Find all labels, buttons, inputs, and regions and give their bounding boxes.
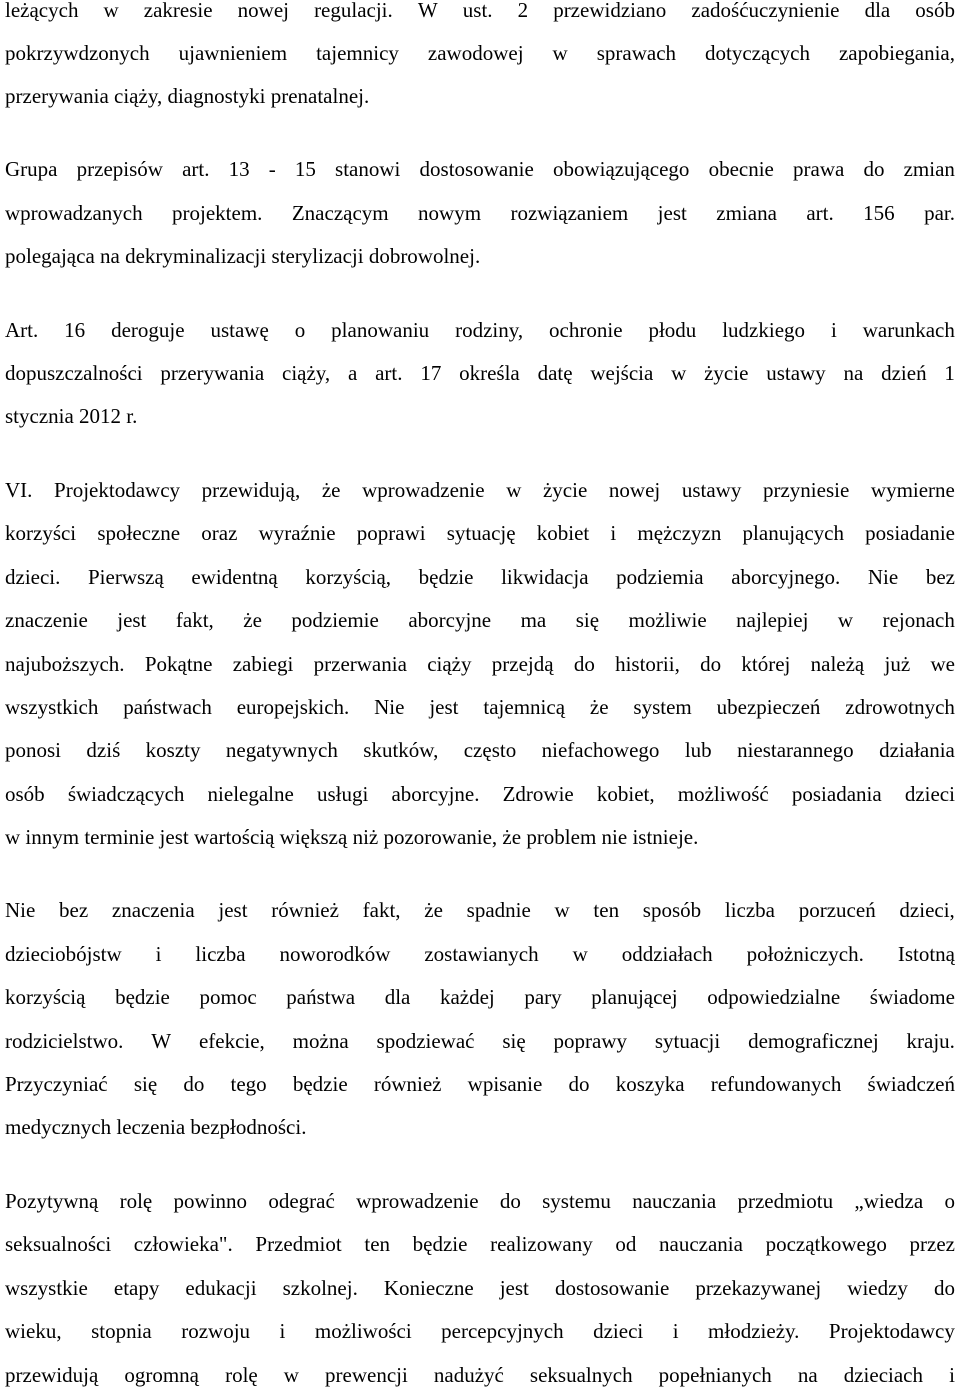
word: kobiet, <box>596 782 655 806</box>
word: w <box>506 478 522 502</box>
word: a <box>347 361 358 385</box>
word: o <box>944 1189 955 1213</box>
word: popełnianych <box>658 1363 772 1387</box>
word: w <box>103 0 119 22</box>
word: prawa <box>793 157 845 181</box>
word: na <box>843 361 864 385</box>
word: likwidacja <box>501 565 589 589</box>
word: poprawy <box>553 1029 628 1053</box>
text-line <box>5 896 955 924</box>
word: zadośćuczynienie <box>691 0 840 22</box>
word: nauczania <box>659 1232 743 1256</box>
word: zmiana <box>716 201 777 225</box>
word: podziemia <box>616 565 704 589</box>
word: przedmiotu <box>737 1189 834 1213</box>
word: w <box>552 41 568 65</box>
word: 15 <box>294 157 316 181</box>
word: demograficznej <box>748 1029 879 1053</box>
word: wieku, <box>5 1319 62 1343</box>
word: do <box>573 652 595 676</box>
word: do <box>863 157 885 181</box>
word: par. <box>924 201 955 225</box>
word: przepisów <box>76 157 163 181</box>
word: przewidują <box>5 1363 99 1387</box>
word: skutków, <box>363 738 439 762</box>
word: regulacji. <box>314 0 393 22</box>
word: nowej <box>237 0 289 22</box>
word: często <box>463 738 517 762</box>
word: się <box>575 608 600 632</box>
word: że <box>243 608 262 632</box>
word: ten <box>593 898 620 922</box>
word: Grupa <box>5 157 58 181</box>
word: rodzicielstwo. <box>5 1029 124 1053</box>
word: warunkach <box>862 318 955 342</box>
word: pary <box>524 985 562 1009</box>
word: planującej <box>591 985 678 1009</box>
word: wszystkie <box>5 1276 88 1300</box>
text-line <box>5 199 955 227</box>
word: najuboższych. <box>5 652 125 676</box>
word: fakt, <box>175 608 214 632</box>
word: w <box>283 1363 299 1387</box>
word: liczba <box>724 898 776 922</box>
word: sytuację <box>446 521 516 545</box>
word: w <box>671 361 687 385</box>
word: ujawnieniem <box>178 41 288 65</box>
word: niestarannego <box>737 738 854 762</box>
word: osób <box>915 0 955 22</box>
word: społeczne <box>97 521 181 545</box>
word: W <box>417 0 438 22</box>
word: sposób <box>642 898 702 922</box>
word: posiadanie <box>865 521 955 545</box>
word: wprowadzenie <box>356 1189 479 1213</box>
word: VI. <box>5 478 33 502</box>
word: jest <box>117 608 147 632</box>
word: nielegalne <box>207 782 294 806</box>
word: będzie <box>292 1072 348 1096</box>
word: do <box>568 1072 590 1096</box>
word: Art. <box>5 318 39 342</box>
word: art. <box>375 361 403 385</box>
word: Zdrowie <box>502 782 574 806</box>
word: że <box>589 695 609 719</box>
word: Projektodawcy <box>828 1319 955 1343</box>
word: można <box>292 1029 349 1053</box>
word: określa <box>459 361 520 385</box>
word: świadczeń <box>867 1072 955 1096</box>
word: dzieci <box>593 1319 644 1343</box>
text-line <box>5 1187 955 1215</box>
word: ewidentną <box>191 565 278 589</box>
word: w <box>837 608 854 632</box>
word: również <box>271 898 339 922</box>
word: działania <box>879 738 955 762</box>
word: dla <box>384 985 411 1009</box>
word: planowaniu <box>331 318 430 342</box>
word: spodziewać <box>376 1029 475 1053</box>
word: aborcyjne <box>408 608 492 632</box>
text-line: w innym terminie jest wartością większą niż pozorowanie, że problem nie istnieje. <box>5 825 699 849</box>
word: seksualności <box>5 1232 112 1256</box>
text-line <box>5 736 955 764</box>
word: art. <box>806 201 834 225</box>
word: młodzieży. <box>708 1319 800 1343</box>
word: bez <box>59 898 89 922</box>
text-line: stycznia 2012 r. <box>5 404 138 428</box>
word: kobiet <box>536 521 590 545</box>
word: będzie <box>418 565 474 589</box>
word: Przedmiot <box>255 1232 342 1256</box>
word: refundowanych <box>710 1072 842 1096</box>
word: lub <box>684 738 712 762</box>
word: kraju. <box>906 1029 955 1053</box>
word: rozwiązaniem <box>510 201 629 225</box>
word: przez <box>909 1232 955 1256</box>
word: korzyści <box>5 521 77 545</box>
text-line <box>5 1027 955 1055</box>
word: rolę <box>119 1189 153 1213</box>
word: posiadania <box>791 782 882 806</box>
text-line <box>5 983 955 1011</box>
word: ogromną <box>124 1363 200 1387</box>
word: do <box>933 1276 955 1300</box>
word: dotyczących <box>705 41 810 65</box>
word: będzie <box>115 985 170 1009</box>
word: szkolnej. <box>282 1276 358 1300</box>
word: dzieciobójstw <box>5 942 122 966</box>
word: rolę <box>225 1363 258 1387</box>
word: liczba <box>195 942 246 966</box>
word: prewencji <box>325 1363 408 1387</box>
word: pomoc <box>199 985 257 1009</box>
word: noworodków <box>279 942 391 966</box>
word: „wiedza <box>854 1189 924 1213</box>
word: wejścia <box>590 361 654 385</box>
word: w <box>554 898 570 922</box>
word: jest <box>218 898 248 922</box>
word: się <box>502 1029 526 1053</box>
word: powinno <box>173 1189 248 1213</box>
word: wyraźnie <box>258 521 336 545</box>
word: której <box>741 652 791 676</box>
word: oddziałach <box>621 942 713 966</box>
word: Przyczyniać <box>5 1072 108 1096</box>
word: aborcyjne. <box>391 782 480 806</box>
word: tajemnicą <box>483 695 566 719</box>
word: przyniesie <box>762 478 850 502</box>
text-line <box>5 1070 955 1098</box>
word: i <box>830 318 837 342</box>
word: dzieci, <box>899 898 955 922</box>
word: percepcyjnych <box>441 1319 564 1343</box>
word: stopnia <box>91 1319 152 1343</box>
word: że <box>321 478 341 502</box>
word: rozwoju <box>181 1319 251 1343</box>
word: etapy <box>113 1276 160 1300</box>
text-line <box>5 1317 955 1345</box>
word: rodziny, <box>455 318 524 342</box>
word: niefachowego <box>541 738 660 762</box>
word: odpowiedzialne <box>707 985 841 1009</box>
word: zostawianych <box>424 942 539 966</box>
word: położniczych. <box>746 942 864 966</box>
word: dostosowanie <box>419 157 534 181</box>
word: ubezpieczeń <box>716 695 821 719</box>
word: przerywania <box>160 361 265 385</box>
word: możliwość <box>677 782 769 806</box>
word: historii, <box>615 652 680 676</box>
word: 17 <box>420 361 442 385</box>
word: należą <box>810 652 865 676</box>
word: oraz <box>201 521 238 545</box>
word: pokrzywdzonych <box>5 41 150 65</box>
word: i <box>949 1363 955 1387</box>
word: dzieciach <box>843 1363 924 1387</box>
word: dla <box>864 0 891 22</box>
word: planujących <box>742 521 844 545</box>
text-line <box>5 1230 955 1258</box>
word: do <box>700 652 722 676</box>
word: świadome <box>869 985 955 1009</box>
word: również <box>373 1072 442 1096</box>
word: projektem. <box>172 201 263 225</box>
word: życie <box>704 361 749 385</box>
word: systemu <box>542 1189 611 1213</box>
word: ochronie <box>549 318 623 342</box>
word: stanowi <box>335 157 401 181</box>
word: koszty <box>145 738 201 762</box>
word: 156 <box>863 201 895 225</box>
word: obowiązującego <box>552 157 690 181</box>
word: Projektodawcy <box>54 478 181 502</box>
word: przewidują, <box>201 478 301 502</box>
word: zdrowotnych <box>845 695 955 719</box>
word: Konieczne <box>383 1276 474 1300</box>
word: wprowadzanych <box>5 201 143 225</box>
word: seksualnych <box>529 1363 633 1387</box>
word: fakt, <box>362 898 401 922</box>
text-line <box>5 780 955 808</box>
word: edukacji <box>185 1276 257 1300</box>
word: w <box>572 942 588 966</box>
word: usługi <box>316 782 369 806</box>
word: ma <box>520 608 547 632</box>
word: 16 <box>64 318 86 342</box>
word: dzień <box>881 361 927 385</box>
word: możliwie <box>628 608 707 632</box>
text-line <box>5 650 955 678</box>
word: życie <box>542 478 588 502</box>
word: wszystkich <box>5 695 99 719</box>
word: wiedzy <box>847 1276 908 1300</box>
word: i <box>155 942 162 966</box>
word: państwa <box>286 985 356 1009</box>
word: przekazywanej <box>695 1276 822 1300</box>
word: koszyka <box>615 1072 685 1096</box>
word: zmian <box>903 157 955 181</box>
word: jest <box>429 695 459 719</box>
text-line <box>5 563 955 591</box>
word: zakresie <box>143 0 213 22</box>
word: leżących <box>5 0 79 22</box>
text-line <box>5 316 955 344</box>
word: art. <box>182 157 210 181</box>
word: europejskich. <box>236 695 350 719</box>
word: Pokątne <box>144 652 213 676</box>
text-line: przerywania ciąży, diagnostyki prenatalnej. <box>5 84 370 108</box>
word: negatywnych <box>225 738 338 762</box>
word: deroguje <box>111 318 185 342</box>
word: początkowego <box>765 1232 887 1256</box>
word: sprawach <box>596 41 677 65</box>
word: ustawy <box>766 361 826 385</box>
word: Nie <box>867 565 899 589</box>
word: korzyścią <box>5 985 86 1009</box>
word: do <box>499 1189 521 1213</box>
word: o <box>294 318 306 342</box>
word: we <box>930 652 955 676</box>
word: zabiegi <box>232 652 294 676</box>
word: dzieci <box>904 782 955 806</box>
word: się <box>133 1072 158 1096</box>
word: od <box>615 1232 637 1256</box>
word: przerwania <box>313 652 407 676</box>
word: wymierne <box>870 478 955 502</box>
word: spadnie <box>466 898 531 922</box>
word: znaczenia <box>111 898 195 922</box>
text-line: polegająca na dekryminalizacji sterylizacji dobrowolnej. <box>5 244 481 268</box>
word: i <box>672 1319 679 1343</box>
word: - <box>268 157 276 181</box>
word: dziś <box>86 738 121 762</box>
word: każdej <box>439 985 495 1009</box>
word: tego <box>230 1072 267 1096</box>
word: system <box>633 695 692 719</box>
word: nadużyć <box>433 1363 504 1387</box>
text-line <box>5 359 955 387</box>
word: Znaczącym <box>291 201 389 225</box>
word: możliwości <box>314 1319 412 1343</box>
word: dzieci. <box>5 565 61 589</box>
word: jest <box>499 1276 529 1300</box>
word: ustawę <box>210 318 269 342</box>
word: człowieka". <box>133 1232 233 1256</box>
word: ciąży, <box>282 361 331 385</box>
word: już <box>884 652 911 676</box>
word: aborcyjnego. <box>731 565 841 589</box>
word: 13 <box>228 157 250 181</box>
word: jest <box>657 201 687 225</box>
word: Istotną <box>897 942 955 966</box>
word: przejdą <box>491 652 554 676</box>
text-line <box>5 155 955 183</box>
word: podziemie <box>291 608 379 632</box>
word: zapobiegania, <box>838 41 955 65</box>
word: ustawy <box>681 478 742 502</box>
word: nowym <box>418 201 482 225</box>
text-line <box>5 940 955 968</box>
word: i <box>279 1319 286 1343</box>
word: Pierwszą <box>88 565 164 589</box>
word: efekcie, <box>198 1029 265 1053</box>
text-line <box>5 693 955 721</box>
word: świadczących <box>67 782 185 806</box>
word: osób <box>5 782 45 806</box>
word: W <box>151 1029 172 1053</box>
text-line <box>5 1361 955 1389</box>
text-line <box>5 1274 955 1302</box>
word: państwach <box>123 695 212 719</box>
text-line: medycznych leczenia bezpłodności. <box>5 1115 307 1139</box>
word: Nie <box>5 898 36 922</box>
word: ten <box>364 1232 391 1256</box>
word: obecnie <box>708 157 774 181</box>
word: ludzkiego <box>722 318 806 342</box>
text-line <box>5 476 955 504</box>
word: przewidziano <box>553 0 667 22</box>
word: Nie <box>374 695 405 719</box>
word: płodu <box>648 318 697 342</box>
text-line <box>5 39 955 67</box>
word: nowej <box>608 478 661 502</box>
word: najlepiej <box>736 608 809 632</box>
word: Pozytywną <box>5 1189 99 1213</box>
word: do <box>183 1072 205 1096</box>
word: wpisanie <box>467 1072 543 1096</box>
word: znaczenie <box>5 608 88 632</box>
text-line <box>5 519 955 547</box>
word: odegrać <box>268 1189 335 1213</box>
word: że <box>424 898 443 922</box>
word: 2 <box>517 0 529 22</box>
word: realizowany <box>490 1232 593 1256</box>
word: 1 <box>944 361 955 385</box>
word: bez <box>925 565 955 589</box>
word: nauczania <box>632 1189 717 1213</box>
word: rejonach <box>882 608 955 632</box>
text-line <box>5 606 955 634</box>
word: dostosowanie <box>554 1276 670 1300</box>
word: ciąży <box>427 652 472 676</box>
word: będzie <box>412 1232 468 1256</box>
word: dopuszczalności <box>5 361 143 385</box>
word: na <box>797 1363 818 1387</box>
word: datę <box>537 361 573 385</box>
text-line <box>5 0 955 24</box>
word: ponosi <box>5 738 62 762</box>
word: sytuacji <box>654 1029 721 1053</box>
word: zawodowej <box>427 41 524 65</box>
word: i <box>610 521 617 545</box>
word: ust. <box>462 0 493 22</box>
word: mężczyzn <box>637 521 722 545</box>
word: poprawi <box>356 521 426 545</box>
word: korzyścią, <box>305 565 392 589</box>
word: wprowadzenie <box>362 478 485 502</box>
word: tajemnicy <box>316 41 399 65</box>
word: porzuceń <box>798 898 876 922</box>
